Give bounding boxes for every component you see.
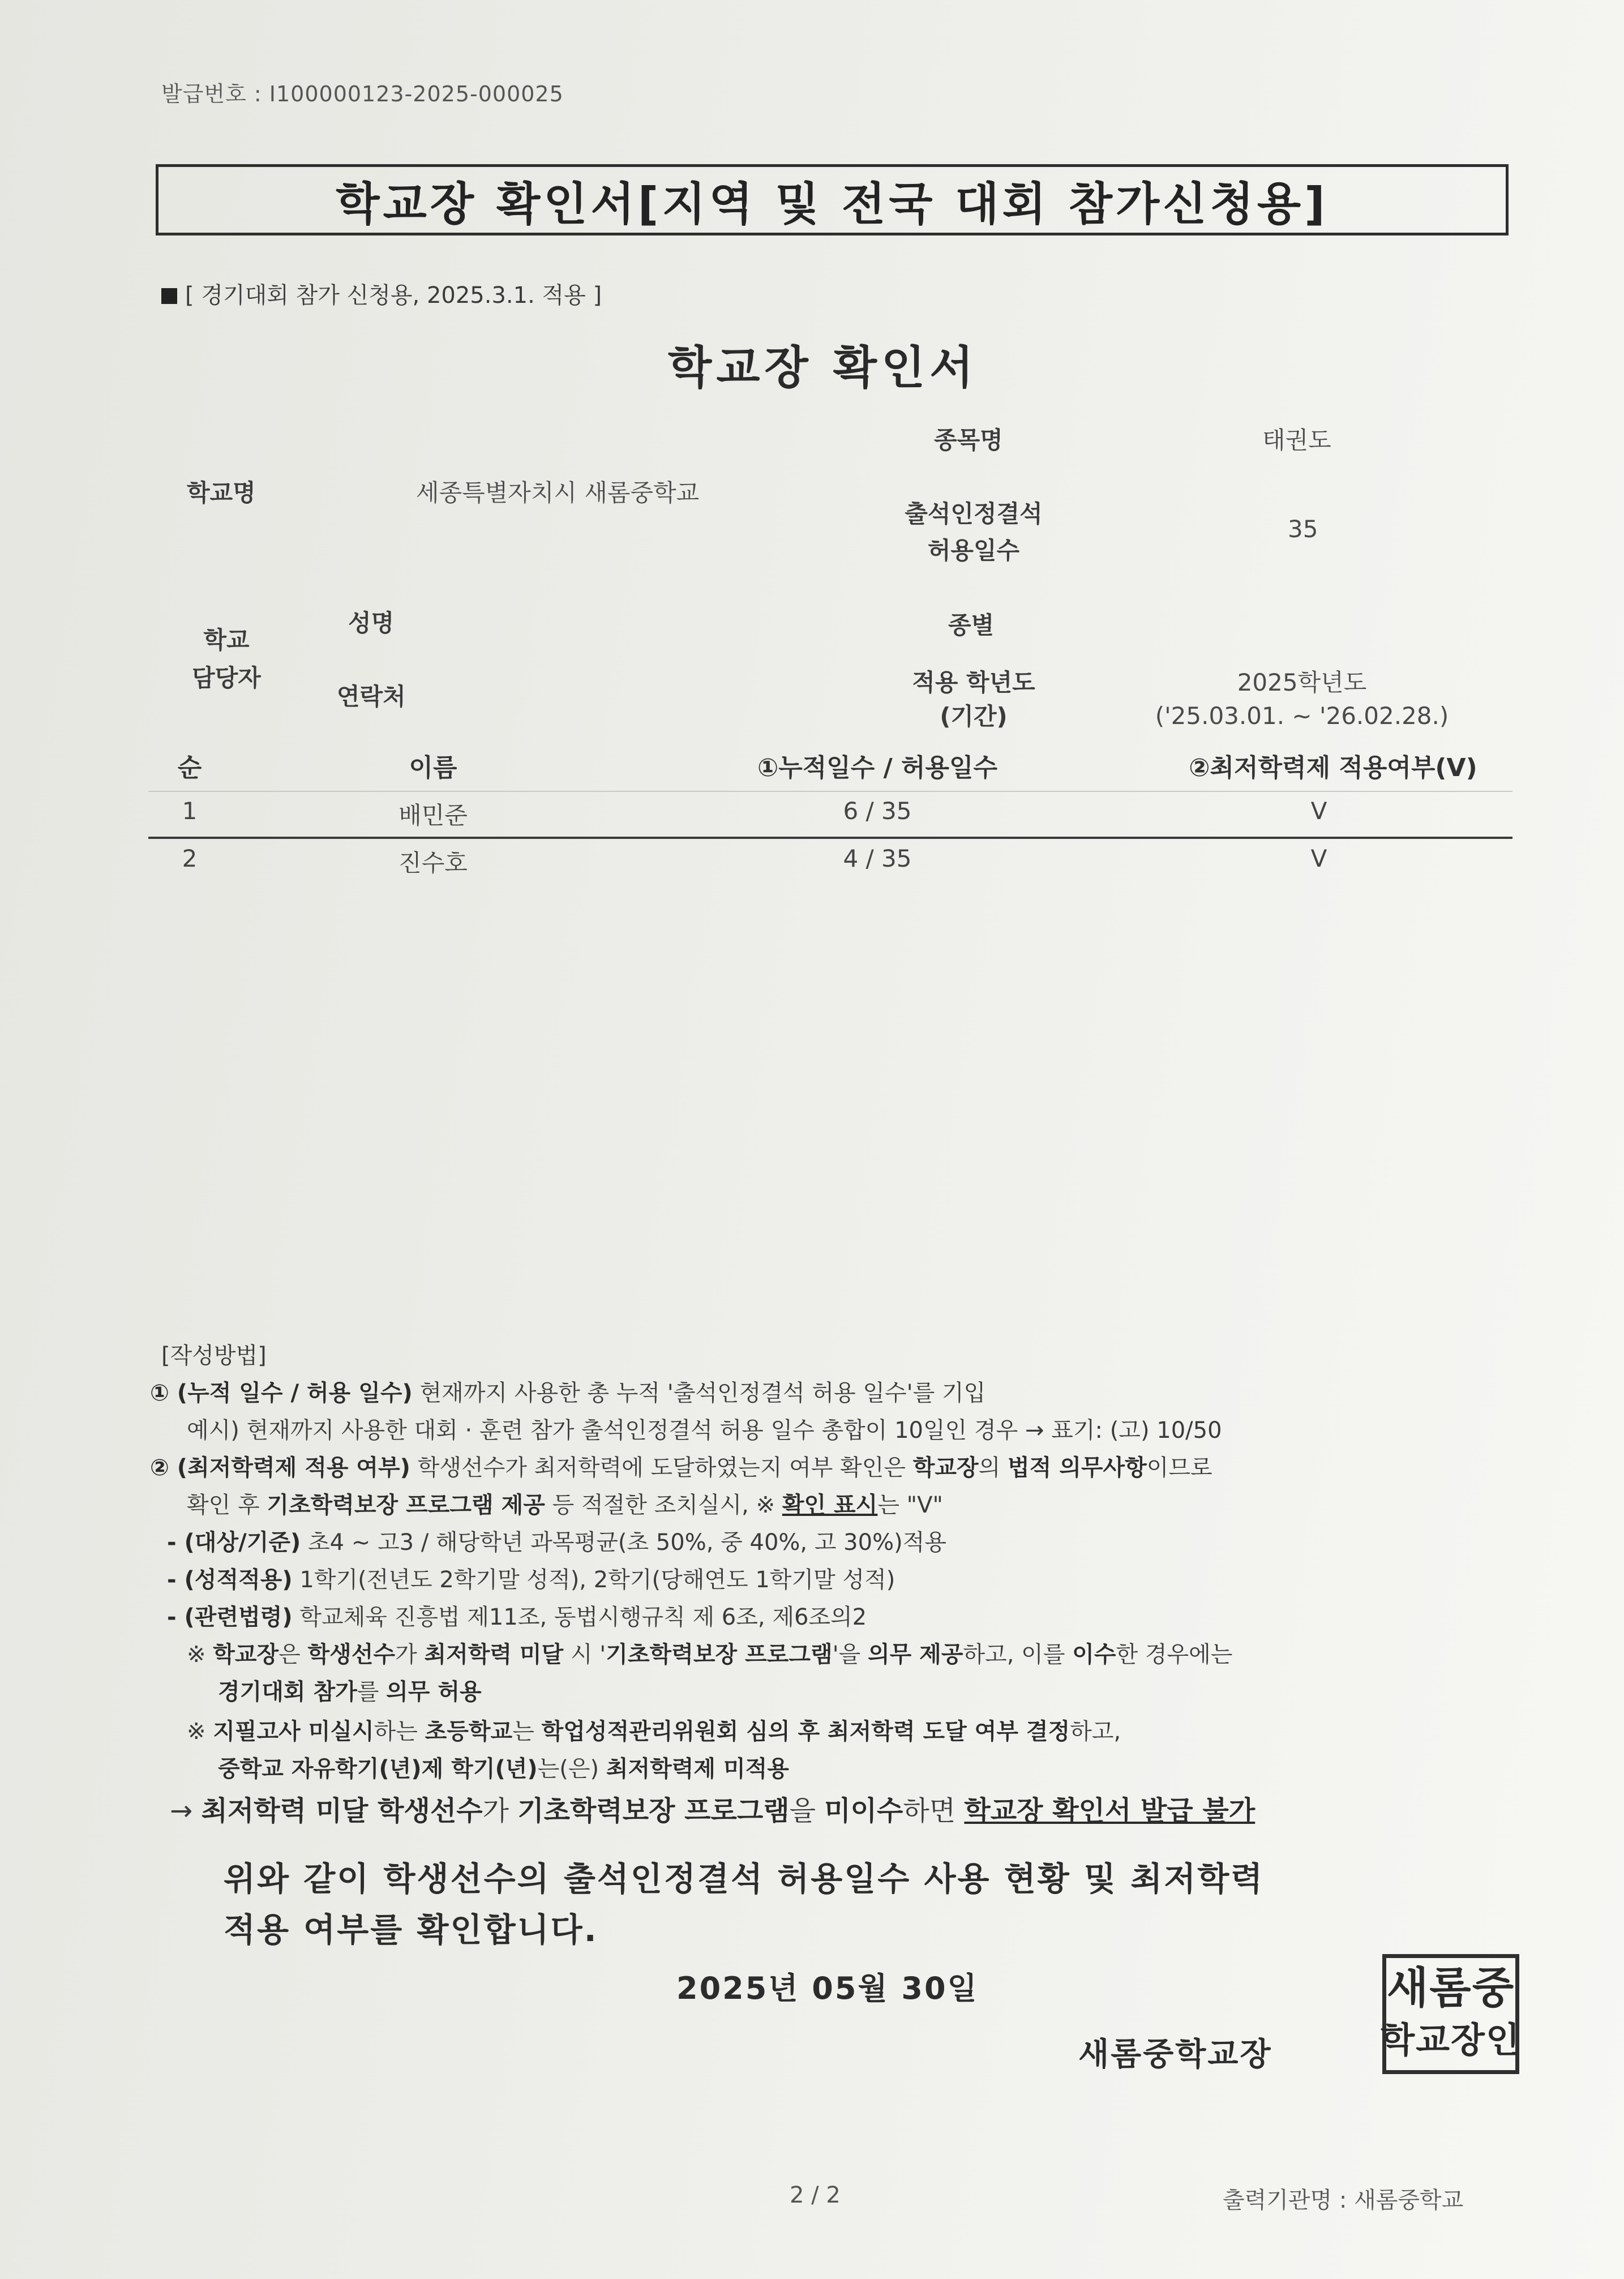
table-header-days: ①누적일수 / 허용일수: [757, 753, 997, 782]
document-box-title: 학교장 확인서[지역 및 전국 대회 참가신청용]: [156, 164, 1509, 235]
issuer-name: 출력기관명 : 새롬중학교: [1223, 2187, 1464, 2213]
table-header-name: 이름: [409, 753, 457, 782]
year-label-1: 적용 학년도: [912, 669, 1035, 696]
instruction-line-11: 중학교 자유학기(년)제 학기(년)는(은) 최저학력제 미적용: [218, 1756, 789, 1782]
manager-label-2: 담당자: [192, 664, 261, 692]
confirm-line-2: 적용 여부를 확인합니다.: [224, 1910, 598, 1949]
category-label: 종별: [948, 611, 995, 639]
sport-label: 종목명: [934, 426, 1003, 454]
school-value: 세종특별자치시 새롬중학교: [416, 479, 700, 507]
instruction-line-4: 확인 후 기초학력보장 프로그램 제공 등 적절한 조치실시, ※ 확인 표시는 "V": [187, 1492, 943, 1518]
school-label: 학교명: [187, 479, 256, 507]
row-2-check: V: [1310, 845, 1327, 872]
confirm-date: 2025년 05월 30일: [676, 1970, 979, 2006]
instruction-line-8: ※ 학교장은 학생선수가 최저학력 미달 시 '기초학력보장 프로그램'을 의무 제공하고, 이를 이수한 경우에는: [187, 1642, 1233, 1668]
row-1-no: 1: [182, 797, 198, 825]
manager-name-label: 성명: [348, 609, 395, 637]
instruction-line-2: 예시) 현재까지 사용한 대회 · 훈련 참가 출석인정결석 허용 일수 총합이 10일인 경우 → 표기: (고) 10/50: [187, 1417, 1222, 1443]
square-bullet-icon: [161, 288, 177, 304]
year-value-2: ('25.03.01. ~ '26.02.28.): [1155, 702, 1449, 730]
instruction-line-3: ② (최저학력제 적용 여부) 학생선수가 최저학력에 도달하였는지 여부 확인은 학교장의 법적 의무사항이므로: [150, 1455, 1212, 1481]
year-label-2: (기간): [940, 702, 1008, 730]
application-note: [161, 277, 602, 310]
manager-label-1: 학교: [203, 626, 250, 654]
application-note-text: [ 경기대회 참가 신청용, 2025.3.1. 적용 ]: [185, 282, 602, 309]
row-1-days: 6 / 35: [843, 797, 912, 825]
seal-top-text: 새롬중: [1386, 1963, 1515, 2013]
table-header-divider: [148, 791, 1512, 792]
row-2-days: 4 / 35: [843, 845, 912, 872]
instruction-line-1: ① (누적 일수 / 허용 일수) 현재까지 사용한 총 누적 '출석인정결석 허용 일수'를 기입: [150, 1380, 986, 1406]
instruction-line-6: - (성적적용) 1학기(전년도 2학기말 성적), 2학기(당해연도 1학기말 성적): [167, 1567, 895, 1593]
table-row-divider: [148, 837, 1512, 839]
instruction-line-5: - (대상/기준) 초4 ~ 고3 / 해당학년 과목평균(초 50%, 중 40%, 고 30%)적용: [167, 1530, 946, 1556]
instructions-heading: [작성방법]: [161, 1343, 267, 1369]
instruction-line-12: → 최저학력 미달 학생선수가 기초학력보장 프로그램을 미이수하면 학교장 확인서 발급 불가: [170, 1795, 1256, 1827]
issue-number: 발급번호 : I100000123-2025-000025: [161, 82, 564, 106]
allowed-days-value: 35: [1288, 515, 1318, 543]
instruction-line-10: ※ 지필고사 미실시하는 초등학교는 학업성적관리위원회 심의 후 최저학력 도달 여부 결정하고,: [187, 1719, 1121, 1745]
allowed-days-label-1: 출석인정결석: [905, 500, 1043, 528]
instruction-line-9: 경기대회 참가를 의무 허용: [218, 1679, 482, 1705]
row-2-no: 2: [182, 845, 198, 872]
table-header-min-academic: ②최저학력제 적용여부(V): [1189, 753, 1477, 782]
page-number: 2 / 2: [790, 2182, 841, 2208]
seal-bottom-text: 학교장인: [1381, 2019, 1521, 2060]
manager-contact-label: 연락처: [337, 683, 406, 710]
table-header-no: 순: [177, 753, 202, 782]
row-2-name: 진수호: [398, 849, 468, 877]
instruction-line-7: - (관련법령) 학교체육 진흥법 제11조, 동법시행규칙 제 6조, 제6조의2: [167, 1604, 867, 1630]
confirm-line-1: 위와 같이 학생선수의 출석인정결석 허용일수 사용 현황 및 최저학력: [224, 1860, 1265, 1898]
year-value-1: 2025학년도: [1237, 669, 1367, 696]
row-1-name: 배민준: [398, 802, 468, 829]
row-1-check: V: [1310, 797, 1327, 825]
school-seal-stamp: [1382, 1954, 1519, 2074]
sport-value: 태권도: [1262, 426, 1331, 454]
page-title: 학교장 확인서: [668, 341, 978, 394]
allowed-days-label-2: 허용일수: [927, 537, 1020, 564]
principal-name: 새롬중학교장: [1078, 2036, 1272, 2073]
